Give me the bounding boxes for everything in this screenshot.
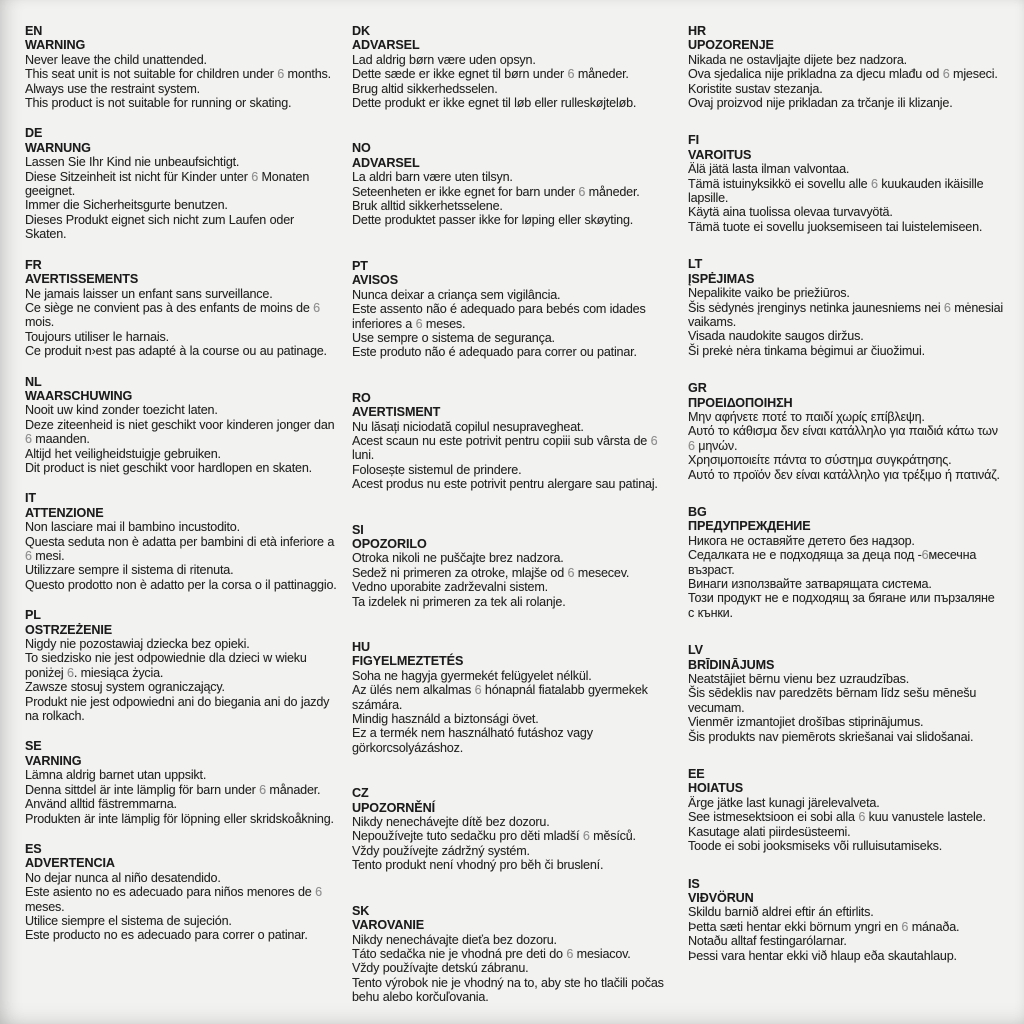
age-number: 6 xyxy=(650,433,658,448)
language-code: CZ xyxy=(352,786,369,801)
language-code: SE xyxy=(25,739,42,754)
warning-line: Ši prekė nėra tinkama bėgimui ar čiuožimui. xyxy=(688,343,925,358)
language-code: DK xyxy=(352,24,370,38)
warning-heading: WAARSCHUWING xyxy=(25,388,133,403)
warning-line: Nunca deixar a criança sem vigilância. xyxy=(352,287,561,302)
warning-heading: ПРЕДУПРЕЖДЕНИЕ xyxy=(688,519,811,534)
warning-line: Nigdy nie pozostawiaj dziecka bez opieki. xyxy=(25,637,250,652)
language-code: FI xyxy=(688,133,699,148)
warning-line: Седалката не е подходяща за деца под -6месечна възраст. xyxy=(688,548,977,577)
language-code: SK xyxy=(352,903,370,918)
warning-line: Toujours utiliser le harnais. xyxy=(25,329,169,344)
warning-lines xyxy=(25,768,337,826)
language-section xyxy=(25,491,337,592)
warning-line: Þessi vara hentar ekki við hlaup eða skautahlaup. xyxy=(688,948,957,963)
language-section xyxy=(688,381,1004,482)
language-section xyxy=(688,257,1004,358)
language-code: ES xyxy=(25,841,42,856)
warning-line: Acest scaun nu este potrivit pentru copiii sub vârsta de 6 luni. xyxy=(352,433,658,463)
language-section xyxy=(25,258,337,359)
warning-line: To siedzisko nie jest odpowiednie dla dzieci w wieku poniżej 6. miesiąca życia. xyxy=(25,651,307,680)
warning-heading: UPOZORENJE xyxy=(688,38,774,53)
language-code: EN xyxy=(25,24,43,38)
warning-line: Produkten är inte lämplig för löpning eller skridskoåkning. xyxy=(25,811,334,826)
warning-line: Tento výrobok nie je vhodný na to, aby ste ho tlačili počas behu alebo korčuľovania. xyxy=(352,975,664,1005)
warning-line: Αυτό το κάθισμα δεν είναι κατάλληλο για παιδιά κάτω των 6 μηνών. xyxy=(688,424,998,453)
warning-line: Vedno uporabite zadrževalni sistem. xyxy=(352,580,548,595)
language-code: SI xyxy=(352,522,364,537)
warning-line: Este produto não é adequado para correr ou patinar. xyxy=(352,345,637,360)
age-number: 6 xyxy=(921,548,929,563)
warning-heading: ĮSPĖJIMAS xyxy=(688,271,755,286)
warning-line: This product is not suitable for running or skating. xyxy=(25,96,292,111)
warning-lines xyxy=(688,410,1004,482)
warning-line: Produkt nie jest odpowiedni ani do biegania ani do jazdy na rolkach. xyxy=(25,694,330,724)
warning-lines xyxy=(352,669,682,755)
warning-lines xyxy=(688,286,1004,358)
warning-heading: WARNUNG xyxy=(25,140,91,155)
warning-heading: ADVARSEL xyxy=(352,155,420,170)
warning-heading: FIGYELMEZTETÉS xyxy=(352,654,464,669)
warning-heading: VARNING xyxy=(25,753,82,768)
language-code: LV xyxy=(688,643,703,658)
warning-heading: AVERTISSEMENTS xyxy=(25,272,139,287)
warning-line: Use sempre o sistema de segurança. xyxy=(352,330,555,345)
warning-line: Ce siège ne convient pas à des enfants de moins de 6 mois. xyxy=(25,300,320,330)
language-section xyxy=(352,141,682,227)
warning-lines xyxy=(352,815,682,873)
language-section xyxy=(25,842,337,943)
warning-line: Vždy používajte detskú zábranu. xyxy=(352,961,529,976)
language-section xyxy=(25,375,337,476)
age-number: 6 xyxy=(474,683,482,698)
age-number: 6 xyxy=(25,549,32,563)
warning-line: Koristite sustav stezanja. xyxy=(688,81,823,96)
warning-line: Lassen Sie Ihr Kind nie unbeaufsichtigt. xyxy=(25,155,240,170)
warning-line: Mindig használd a biztonsági övet. xyxy=(352,712,539,727)
warning-line: Notaðu alltaf festingarólarnar. xyxy=(688,934,847,949)
warning-lines xyxy=(25,53,337,111)
warning-line: Kasutage alati piirdesüsteemi. xyxy=(688,824,851,839)
warning-line: Vienmēr izmantojiet drošības stiprinājumus. xyxy=(688,715,924,730)
warning-line: Käytä aina tuolissa olevaa turvavyötä. xyxy=(688,205,893,220)
warning-lines xyxy=(352,933,682,1005)
language-code: BG xyxy=(688,504,707,519)
warning-line: Nepoužívejte tuto sedačku pro děti mladší 6 měsíců. xyxy=(352,829,636,844)
warning-lines xyxy=(25,520,337,592)
warning-line: Nikdy nenechávejte dítě bez dozoru. xyxy=(352,815,550,830)
warning-heading: AVISOS xyxy=(352,273,399,288)
warning-line: Nepalikite vaiko be priežiūros. xyxy=(688,286,850,301)
warning-line: Винаги използвайте затварящата система. xyxy=(688,577,932,591)
warning-lines xyxy=(688,905,1004,963)
warning-line: Skildu barnið aldrei eftir án eftirlits. xyxy=(688,905,874,920)
warning-line: La aldri barn være uten tilsyn. xyxy=(352,170,513,185)
warning-line: Tento produkt není vhodný pro běh či bruslení. xyxy=(352,858,604,873)
warning-lines xyxy=(25,637,337,723)
language-section xyxy=(688,133,1004,234)
warning-heading: OPOZORILO xyxy=(352,536,427,551)
age-number: 6 xyxy=(67,665,74,680)
language-code: FR xyxy=(25,257,42,272)
warning-line: Always use the restraint system. xyxy=(25,81,200,96)
warning-heading: ATTENZIONE xyxy=(25,505,104,520)
warning-line: See istmesektsioon ei sobi alla 6 kuu vanustele lastele. xyxy=(688,810,986,825)
age-number: 6 xyxy=(259,782,266,797)
warning-line: Ez a termék nem használható futáshoz vagy görkorcsolyázáshoz. xyxy=(352,726,593,755)
warning-line: Utilizzare sempre il sistema di ritenuta. xyxy=(25,563,234,578)
warning-line: Seteenheten er ikke egnet for barn under 6 måneder. xyxy=(352,184,640,199)
warning-line: Använd alltid fästremmarna. xyxy=(25,797,177,812)
language-section xyxy=(25,24,337,110)
warning-line: Questo prodotto non è adatto per la corsa o il pattinaggio. xyxy=(25,577,337,592)
language-code: NO xyxy=(352,141,371,156)
warning-line: Acest produs nu este potrivit pentru alergare sau patinaj. xyxy=(352,477,658,492)
language-section xyxy=(352,786,682,872)
warning-line: Ta izdelek ni primeren za tek ali rolanje. xyxy=(352,594,566,609)
warning-line: Tämä tuote ei sovellu juoksemiseen tai luistelemiseen. xyxy=(688,219,983,234)
age-number: 6 xyxy=(942,67,950,82)
warning-line: Šis produkts nav piemērots skriešanai vai slidošanai. xyxy=(688,729,974,744)
warning-line: Never leave the child unattended. xyxy=(25,52,207,67)
age-number: 6 xyxy=(566,946,574,961)
age-number: 6 xyxy=(25,432,32,447)
warning-line: Lad aldrig børn være uden opsyn. xyxy=(352,52,536,67)
warning-lines xyxy=(25,287,337,359)
language-section xyxy=(688,505,1004,620)
warning-line: Ovaj proizvod nije prikladan za trčanje ili klizanje. xyxy=(688,96,953,111)
warning-lines xyxy=(25,403,337,475)
warning-line: Μην αφήνετε ποτέ το παιδί χωρίς επίβλεψη. xyxy=(688,409,925,424)
warning-line: Αυτό το προϊόν δεν είναι κατάλληλο για τρέξιμο ή πατινάζ. xyxy=(688,467,1000,482)
age-number: 6 xyxy=(582,829,590,844)
language-code: LT xyxy=(688,257,703,272)
language-code: NL xyxy=(25,374,42,389)
language-section xyxy=(688,767,1004,853)
warning-heading: OSTRZEŻENIE xyxy=(25,622,113,637)
language-section xyxy=(688,24,1004,110)
language-section xyxy=(25,739,337,825)
warning-line: Brug altid sikkerhedsselen. xyxy=(352,81,498,96)
warning-lines xyxy=(688,534,1004,620)
age-number: 6 xyxy=(313,300,320,315)
warning-line: Ne jamais laisser un enfant sans surveillance. xyxy=(25,286,273,301)
warning-heading: WARNING xyxy=(25,38,86,53)
age-number: 6 xyxy=(578,184,586,199)
warning-lines xyxy=(25,871,337,943)
age-number: 6 xyxy=(315,885,322,900)
warning-line: Toode ei sobi jooksmiseks või rulluisutamiseks. xyxy=(688,839,943,854)
language-section xyxy=(25,608,337,723)
warning-lines xyxy=(688,672,1004,744)
warning-line: Χρησιμοποιείτε πάντα το σύστημα συγκράτησης. xyxy=(688,453,952,468)
age-number: 6 xyxy=(870,176,878,191)
warning-heading: HOIATUS xyxy=(688,781,744,796)
warning-line: Táto sedačka nie je vhodná pre deti do 6 mesiacov. xyxy=(352,946,631,961)
warnings-column-1 xyxy=(25,24,352,1024)
warning-heading: VAROITUS xyxy=(688,147,752,162)
language-code: RO xyxy=(352,390,371,405)
warning-lines xyxy=(688,796,1004,854)
language-section xyxy=(352,904,682,1005)
warning-line: Dette produkt er ikke egnet til løb eller rulleskøjteløb. xyxy=(352,96,637,111)
language-section xyxy=(352,523,682,609)
age-number: 6 xyxy=(858,810,866,825)
warning-lines xyxy=(352,53,682,111)
warning-heading: BRĪDINĀJUMS xyxy=(688,657,775,672)
warning-lines xyxy=(688,53,1004,111)
language-section xyxy=(25,126,337,241)
language-code: EE xyxy=(688,767,705,782)
warning-line: Ce produit n›est pas adapté à la course ou au patinage. xyxy=(25,344,327,359)
warning-line: Neatstājiet bērnu vienu bez uzraudzības. xyxy=(688,672,910,687)
warning-line: Non lasciare mai il bambino incustodito. xyxy=(25,520,240,535)
warning-heading: ADVARSEL xyxy=(352,38,420,53)
warning-line: Nikada ne ostavljajte dijete bez nadzora. xyxy=(688,52,907,67)
warning-line: Šis sēdeklis nav paredzēts bērnam līdz sešu mēnešu vecumam. xyxy=(688,686,977,715)
warning-line: Otroka nikoli ne puščajte brez nadzora. xyxy=(352,551,564,566)
language-section xyxy=(688,643,1004,744)
age-number: 6 xyxy=(567,565,575,580)
age-number: 6 xyxy=(567,67,575,82)
warning-line: Az ülés nem alkalmas 6 hónapnál fiatalabb gyermekek számára. xyxy=(352,683,648,712)
warnings-column-2 xyxy=(352,24,688,1024)
language-code: IT xyxy=(25,491,36,506)
language-code: HR xyxy=(688,24,706,38)
warnings-columns xyxy=(25,24,1004,1014)
warning-lines xyxy=(352,551,682,609)
warning-lines xyxy=(688,162,1004,234)
age-number: 6 xyxy=(251,169,259,184)
warning-line: Vždy používejte zádržný systém. xyxy=(352,843,530,858)
warning-line: Ärge jätke last kunagi järelevalveta. xyxy=(688,795,880,810)
warning-line: Este asiento no es adecuado para niños menores de 6 meses. xyxy=(25,885,322,914)
language-section xyxy=(688,877,1004,963)
warning-line: Ova sjedalica nije prikladna za djecu mlađu od 6 mjeseci. xyxy=(688,67,998,82)
warning-lines xyxy=(352,170,682,228)
language-code: IS xyxy=(688,876,700,891)
warning-line: Este assento não é adequado para bebés com idades inferiores a 6 meses. xyxy=(352,302,646,331)
warning-line: Dette produktet passer ikke for løping eller skøyting. xyxy=(352,213,634,228)
warning-heading: VIÐVÖRUN xyxy=(688,890,754,905)
warning-line: Immer die Sicherheitsgurte benutzen. xyxy=(25,198,228,213)
warning-line: Altijd het veiligheidstuigje gebruiken. xyxy=(25,446,221,461)
language-code: PT xyxy=(352,258,368,273)
warning-line: No dejar nunca al niño desatendido. xyxy=(25,870,221,885)
warning-heading: VAROVANIE xyxy=(352,918,425,933)
warning-line: Este producto no es adecuado para correr o patinar. xyxy=(25,928,308,943)
warning-line: Bruk alltid sikkerhetsselene. xyxy=(352,199,503,214)
warning-line: Questa seduta non è adatta per bambini di età inferiore a 6 mesi. xyxy=(25,534,335,563)
warning-line: Sedež ni primeren za otroke, mlajše od 6 mesecev. xyxy=(352,565,630,580)
warning-line: Никога не оставяйте детето без надзор. xyxy=(688,533,915,548)
warning-line: Lämna aldrig barnet utan uppsikt. xyxy=(25,768,207,783)
warning-line: Nikdy nenechávajte dieťa bez dozoru. xyxy=(352,932,557,947)
age-number: 6 xyxy=(277,67,285,82)
age-number: 6 xyxy=(901,919,909,934)
warnings-column-3 xyxy=(688,24,1004,1024)
warning-line: This seat unit is not suitable for children under 6 months. xyxy=(25,67,331,82)
language-code: HU xyxy=(352,640,370,654)
language-section xyxy=(352,259,682,360)
age-number: 6 xyxy=(688,438,695,453)
warning-line: Deze ziteenheid is niet geschikt voor kinderen jonger dan 6 maanden. xyxy=(25,417,335,447)
warning-line: Utilice siempre el sistema de sujeción. xyxy=(25,913,232,928)
warning-line: Denna sittdel är inte lämplig för barn under 6 månader. xyxy=(25,782,321,797)
warning-line: Zawsze stosuj system ograniczający. xyxy=(25,680,225,695)
warning-line: Този продукт не е подходящ за бягане или пързаляне с кънки. xyxy=(688,591,995,620)
warning-line: Älä jätä lasta ilman valvontaa. xyxy=(688,162,850,177)
warning-line: Dieses Produkt eignet sich nicht zum Laufen oder Skaten. xyxy=(25,212,295,242)
warning-heading: ΠΡΟΕΙΔΟΠΟΙΗΣΗ xyxy=(688,395,793,410)
language-section xyxy=(352,24,682,110)
warning-heading: AVERTISMENT xyxy=(352,405,441,420)
warning-line: Dette sæde er ikke egnet til børn under 6 måneder. xyxy=(352,67,629,82)
age-number: 6 xyxy=(943,300,951,315)
language-code: PL xyxy=(25,608,41,623)
warning-line: Dit product is niet geschikt voor hardlopen en skaten. xyxy=(25,460,312,475)
warning-line: Šis sėdynės įrenginys netinka jaunesniems nei 6 mėnesiai vaikams. xyxy=(688,300,1004,329)
warning-lines xyxy=(352,288,682,360)
warning-line: Þetta sæti hentar ekki börnum yngri en 6 mánaða. xyxy=(688,919,960,934)
warning-lines xyxy=(25,155,337,241)
warning-line: Soha ne hagyja gyermekét felügyelet nélkül. xyxy=(352,668,592,683)
warning-heading: UPOZORNĚNÍ xyxy=(352,800,435,815)
warning-line: Tämä istuinyksikkö ei sovellu alle 6 kuukauden ikäisille lapsille. xyxy=(688,176,984,206)
warning-line: Folosește sistemul de prindere. xyxy=(352,462,522,477)
language-section xyxy=(352,640,682,755)
warning-line: Nu lăsați niciodată copilul nesupravegheat. xyxy=(352,419,584,434)
language-code: GR xyxy=(688,381,707,396)
language-code: DE xyxy=(25,126,43,141)
warning-line: Nooit uw kind zonder toezicht laten. xyxy=(25,403,218,418)
warning-heading: ADVERTENCIA xyxy=(25,856,115,871)
warning-lines xyxy=(352,420,682,492)
warning-line: Diese Sitzeinheit ist nicht für Kinder unter 6 Monaten geeignet. xyxy=(25,169,310,199)
age-number: 6 xyxy=(415,316,423,331)
language-section xyxy=(352,391,682,492)
warning-line: Visada naudokite saugos diržus. xyxy=(688,329,864,344)
